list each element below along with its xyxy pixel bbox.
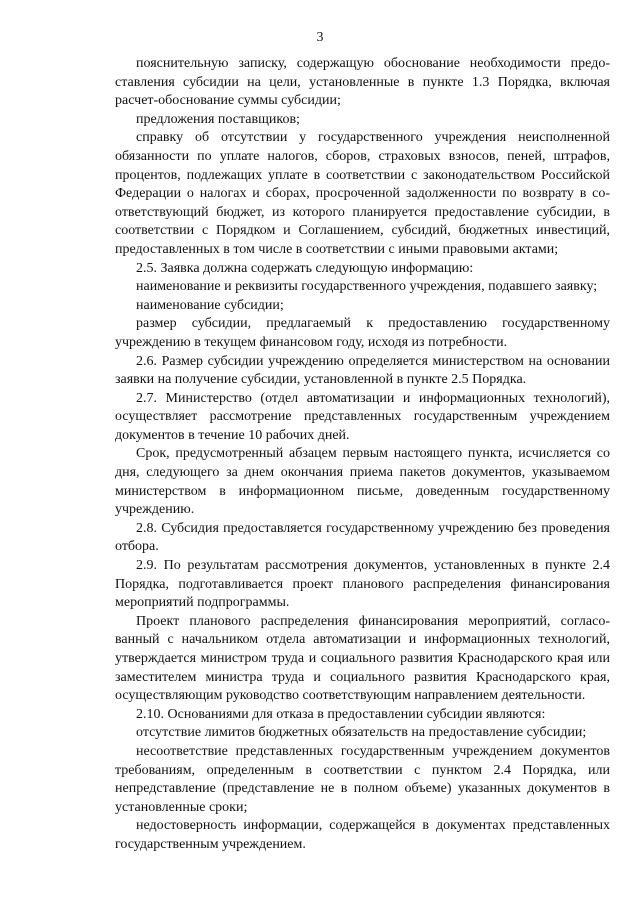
paragraph-supplier-offers: предложения поставщиков; [136, 111, 300, 127]
document-body [115, 55, 610, 855]
paragraph-2-6: 2.6. Размер субсидии учреждению определяется министерством на основании заявки на получение субсидии, установленной в пункте 2.5 Порядка. [115, 353, 610, 388]
paragraph-2-5-heading: 2.5. Заявка должна содержать следующую информацию: [136, 260, 474, 276]
paragraph-deadline: Срок, предусмотренный абзацем первым настоящего пункта, исчисляется со дня, следующего за днем окончания приема пакетов документов, указываемом министерством в информационном письме, доведенным государственному учреждению. [115, 446, 610, 518]
paragraph-2-8: 2.8. Субсидия предоставляется государственному учреждению без проведения отбора. [115, 520, 610, 555]
paragraph-unreliable-info: недостоверность информации, содержащейся в документах представленных государственным учреждением. [115, 818, 610, 852]
paragraph-institution-name: наименование и реквизиты государственного учреждения, подавшего заявку; [136, 279, 598, 295]
paragraph-noncompliance: несоответствие представленных государственным учреждением документов требованиям, определенным в соответствии с пунктом 2.4 Порядка, или непредставление (представление не в полном объеме) указанных документов в установленные сроки; [115, 743, 610, 815]
paragraph-subsidy-amount: размер субсидии, предлагаемый к предоставлению государственному учреждению в текущем финансовом году, исходя из потребности. [115, 316, 610, 350]
paragraph-tax-certificate: справку об отсутствии у государственного учреждения неисполненной обязанности по уплате налогов, сборов, страховых взносов, пеней, штрафов, процентов, подлежащих уплате в соответствии с законодательством Российской Федерации о налогах и сборах, просроченной задолженности по возврату в соответствующий бюджет, из которого планируется предоставление субсидии, в соответствии с Порядком и Соглашением, субсидий, бюджетных инвестиций, предоставленных в том числе в соответствии с иными правовыми актами; [115, 130, 610, 257]
page-number: 3 [316, 30, 324, 45]
paragraph-2-9: 2.9. По результатам рассмотрения документов, установленных в пункте 2.4 Порядка, подготавливается проект планового распределения финансирования мероприятий подпрограммы. [115, 558, 610, 611]
paragraph-no-limits: отсутствие лимитов бюджетных обязательств на предоставление субсидии; [136, 725, 587, 741]
paragraph-2-10: 2.10. Основаниями для отказа в предоставлении субсидии являются: [136, 706, 546, 722]
paragraph-2-7: 2.7. Министерство (отдел автоматизации и информационных технологий), осуществляет рассмотрение представленных государственным учреждением документов в течение 10 рабочих дней. [115, 390, 610, 443]
paragraph-distribution-project: Проект планового распределения финансирования мероприятий, согласованный с начальником отдела автоматизации и информационных технологий, утверждается министром труда и социального развития Краснодарского края или заместителем министра труда и социального развития Краснодарского края, осуществляющим руководство соответствующим направлением деятельности. [115, 613, 610, 704]
paragraph-explanatory-note: пояснительную записку, содержащую обоснование необходимости предоставления субсидии на цели, установленные в пункте 1.3 Порядка, включая расчет-обоснование суммы субсидии; [115, 56, 610, 109]
paragraph-subsidy-name: наименование субсидии; [136, 297, 284, 313]
